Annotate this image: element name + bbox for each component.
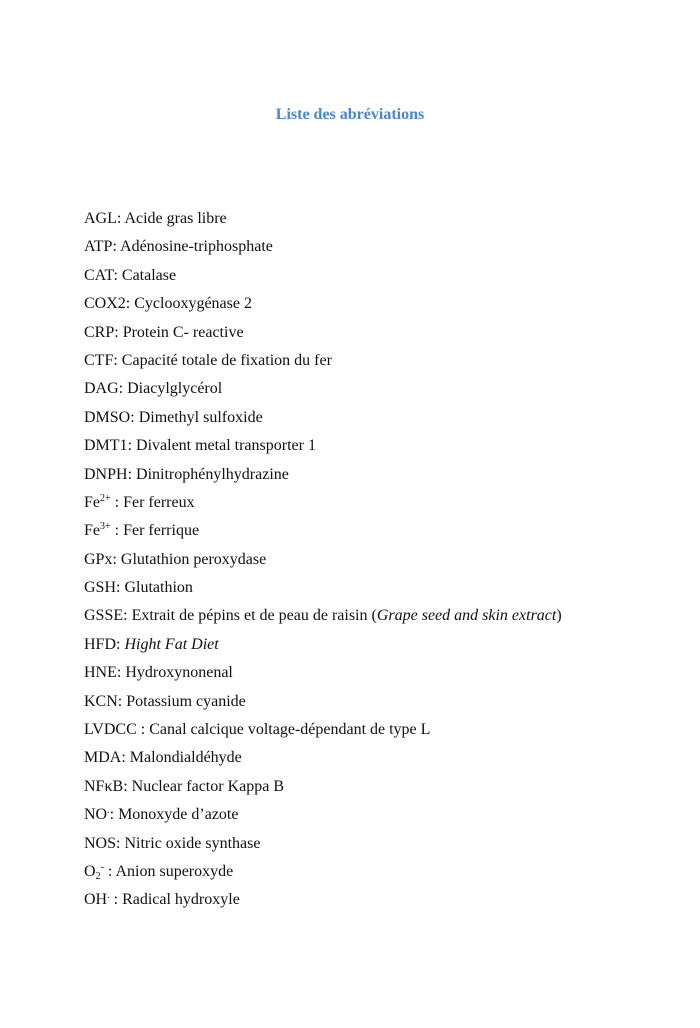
abbreviation-definition: Anion superoxyde (115, 862, 234, 880)
abbreviation-term: CTF (84, 351, 114, 369)
abbreviation-definition: Hydroxynonenal (125, 664, 233, 682)
abbreviation-definition: Dinitrophénylhydrazine (136, 465, 289, 483)
abbreviation-term: O (84, 862, 96, 880)
abbreviation-definition: Dimethyl sulfoxide (138, 408, 263, 426)
abbreviation-list (84, 207, 664, 917)
abbreviation-entry: DMSO: Dimethyl sulfoxide (84, 408, 263, 426)
abbreviation-subscript: 2 (95, 870, 101, 882)
abbreviation-definition: Extrait de pépins et de peau de raisin ( (131, 607, 377, 625)
abbreviation-definition: Adénosine-triphosphate (120, 238, 273, 256)
abbreviation-entry: KCN: Potassium cyanide (84, 692, 246, 710)
abbreviation-entry: HNE: Hydroxynonenal (84, 664, 233, 682)
abbreviation-term: AGL (84, 210, 117, 227)
abbreviation-definition: Monoxyde d’azote (118, 806, 239, 824)
abbreviation-entry: NFκB: Nuclear factor Kappa B (84, 777, 285, 795)
abbreviation-term: LVDCC (84, 721, 137, 739)
abbreviation-entry: MDA: Malondialdéhyde (84, 749, 242, 767)
abbreviation-entry: HFD: Hight Fat Diet (84, 635, 219, 653)
abbreviation-term: GPx (84, 550, 113, 568)
abbreviation-definition: Cyclooxygénase 2 (134, 295, 252, 313)
abbreviation-superscript: . (107, 805, 110, 817)
abbreviation-entry: CAT: Catalase (84, 266, 177, 284)
abbreviation-entry: CTF: Capacité totale de fixation du fer (84, 351, 332, 369)
abbreviation-entry: $Fe^{2+}$ : Fer ferreux (84, 492, 195, 511)
abbreviation-entry: $Fe^{3+}$ : Fer ferrique (84, 521, 200, 540)
abbreviation-superscript: . (107, 890, 110, 902)
abbreviation-definition: Potassium cyanide (126, 692, 246, 710)
abbreviation-term: Fe (84, 493, 100, 511)
abbreviation-term: NO (84, 806, 108, 824)
abbreviation-entry: LVDCC : Canal calcique voltage-dépendant de type L (84, 721, 431, 739)
abbreviation-entry: AGL: Acide gras libre (84, 210, 227, 227)
abbreviation-entry: CRP: Protein C- reactive (84, 323, 244, 341)
abbreviation-term: NFκB (84, 777, 124, 795)
abbreviation-term: Fe (84, 522, 100, 540)
abbreviation-entry: DMT1: Divalent metal transporter 1 (84, 437, 316, 455)
abbreviation-definition: Catalase (121, 266, 177, 284)
abbreviation-entry: OH. : Radical hydroxyle (84, 890, 240, 909)
abbreviation-term: DMT1 (84, 437, 128, 455)
abbreviation-definition: Acide gras libre (124, 210, 227, 227)
abbreviation-entry: DNPH: Dinitrophénylhydrazine (84, 465, 289, 483)
abbreviation-superscript: 2+ (100, 492, 111, 504)
abbreviation-definition: Divalent metal transporter 1 (136, 437, 316, 455)
abbreviation-definition-end: ) (556, 607, 562, 625)
abbreviation-definition: Fer ferreux (123, 493, 195, 511)
abbreviation-term: HNE (84, 664, 117, 682)
abbreviation-definition: Nuclear factor Kappa B (131, 777, 285, 795)
abbreviation-definition: Radical hydroxyle (122, 891, 240, 909)
abbreviation-definition: Canal calcique voltage-dépendant de type L (149, 721, 431, 739)
abbreviation-term: DMSO (84, 408, 131, 426)
abbreviation-term: ATP (84, 238, 113, 256)
abbreviation-entry: DAG: Diacylglycérol (84, 380, 223, 398)
abbreviation-entry: ATP: Adénosine-triphosphate (84, 238, 273, 256)
abbreviation-term: CAT (84, 266, 114, 284)
abbreviation-superscript: - (100, 861, 104, 873)
abbreviation-term: KCN (84, 692, 118, 710)
abbreviation-term: GSH (84, 579, 117, 597)
abbreviation-definition: Protein C- reactive (122, 323, 244, 341)
abbreviation-term: OH (84, 891, 108, 909)
abbreviation-entry: $O_2^-$ : Anion superoxyde (84, 861, 234, 882)
abbreviation-entry: GPx: Glutathion peroxydase (84, 550, 267, 568)
abbreviation-term: COX2 (84, 295, 126, 313)
abbreviation-entry: GSH: Glutathion (84, 579, 193, 597)
abbreviation-definition: Glutathion peroxydase (120, 550, 267, 568)
abbreviation-definition: Diacylglycérol (127, 380, 223, 398)
abbreviation-term: DNPH (84, 465, 128, 483)
abbreviation-definition: Nitric oxide synthase (124, 834, 261, 852)
abbreviation-term: NOS (84, 834, 117, 852)
abbreviation-term: HFD (84, 635, 117, 653)
abbreviation-entry: GSSE: Extrait de pépins et de peau de raisin (Grape seed and skin extract) (84, 607, 562, 625)
abbreviation-term: MDA (84, 749, 122, 767)
abbreviation-superscript: 3+ (100, 521, 111, 533)
abbreviation-term: CRP (84, 323, 115, 341)
abbreviation-term: GSSE (84, 607, 124, 625)
abbreviation-definition-italic: Hight Fat Diet (124, 635, 219, 653)
abbreviation-entry: COX2: Cyclooxygénase 2 (84, 295, 252, 313)
abbreviation-entry: NO.: Monoxyde d’azote (84, 805, 239, 824)
abbreviation-definition: Fer ferrique (123, 522, 200, 540)
abbreviation-definition: Glutathion (124, 579, 193, 597)
abbreviation-definition: Capacité totale de fixation du fer (121, 351, 332, 369)
abbreviation-definition: Malondialdéhyde (129, 749, 242, 767)
page-title: Liste des abréviations (275, 106, 425, 123)
abbreviation-definition-italic: Grape seed and skin extract (376, 607, 557, 625)
abbreviation-entry: NOS: Nitric oxide synthase (84, 834, 261, 852)
abbreviation-term: DAG (84, 380, 119, 398)
